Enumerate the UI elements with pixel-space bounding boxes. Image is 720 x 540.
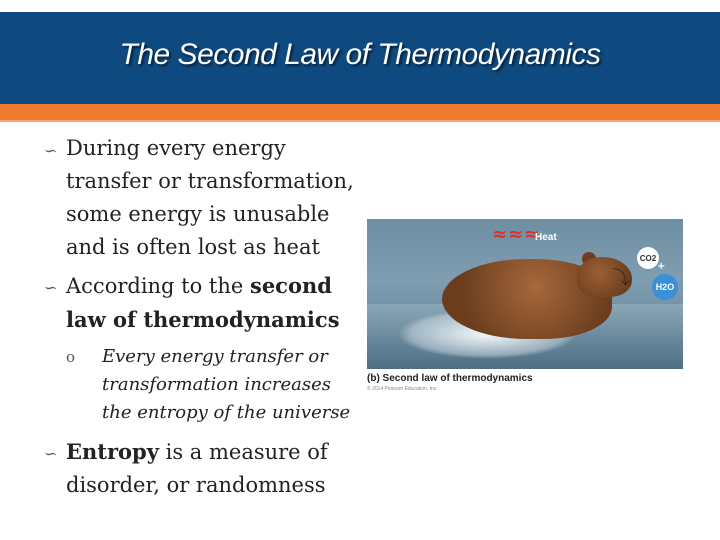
bullet-1-text: During every energy transfer or transformation, some energy is unusable and is often lost as heat: [66, 136, 354, 259]
bullet-1: [44, 132, 354, 264]
bullet-3-bold: Entropy: [66, 439, 159, 464]
figure-caption: (b) Second law of thermodynamics: [367, 373, 533, 384]
bullet-swirl-icon: ∽: [44, 278, 58, 297]
accent-line: [0, 120, 720, 122]
sub-bullet: [66, 343, 354, 427]
co2-molecule: CO2: [637, 247, 659, 269]
bullet-swirl-icon: ∽: [44, 141, 58, 160]
slide-content: [44, 132, 354, 502]
bullet-2: [44, 269, 354, 337]
accent-bar: [0, 104, 720, 120]
top-strip: [0, 0, 720, 12]
h2o-molecule: H2O: [652, 274, 678, 300]
heat-label: Heat: [535, 232, 557, 243]
bullet-2-pre: According to the: [66, 274, 250, 298]
sub-bullet-circle-icon: o: [66, 348, 76, 366]
sub-bullet-text: Every energy transfer or transformation increases the entropy of the universe: [102, 346, 351, 423]
slide-title: The Second Law of Thermodynamics: [119, 38, 601, 71]
bullet-swirl-icon: ∽: [44, 444, 58, 463]
plus-sign: +: [657, 261, 666, 272]
bullet-3-text: is a measure of disorder, or randomness: [66, 440, 328, 497]
heat-waves-icon: ≈≈≈: [492, 224, 541, 245]
bullet-3: [44, 435, 354, 502]
curved-arrow-icon: ⤵: [612, 268, 630, 289]
figure-copyright: © 2014 Pearson Education, Inc.: [367, 386, 438, 392]
bullet-2-bold: second law of thermodynamics: [66, 273, 340, 332]
bear-photo: [367, 219, 683, 369]
